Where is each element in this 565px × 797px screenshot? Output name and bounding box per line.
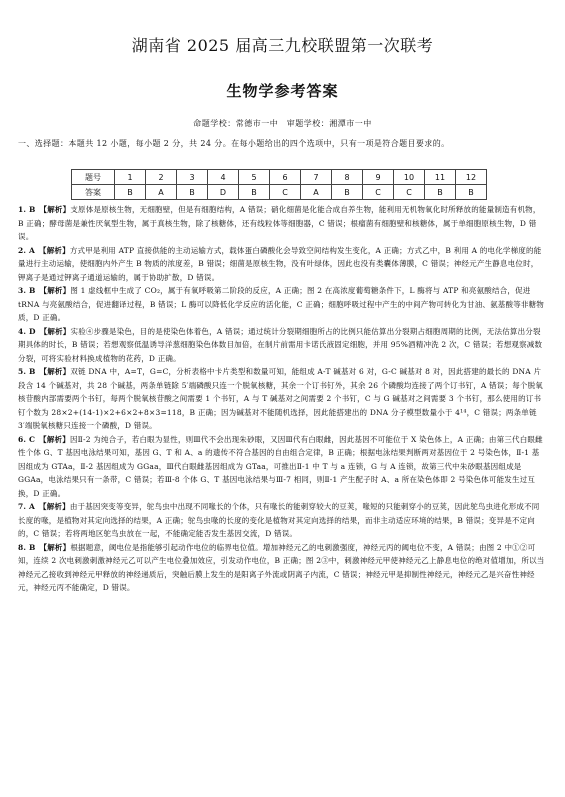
answer-table-number-row xyxy=(72,170,487,185)
page-subtitle: 生物学参考答案 xyxy=(226,82,339,100)
explanation-item xyxy=(18,244,546,285)
explanation-item xyxy=(18,500,546,541)
answer-cell: B xyxy=(425,185,456,200)
answer-cell: C xyxy=(363,185,394,200)
section-intro: 一、选择题：本题共 12 小题，每小题 2 分，共 24 分。在每小题给出的四个选项中，只有一项是符合题目要求的。 xyxy=(18,139,450,148)
explanation-item xyxy=(18,325,546,366)
explanation-head: 2. A 【解析】 xyxy=(18,245,70,255)
answer-cell: B xyxy=(115,185,146,200)
question-number: 9 xyxy=(363,170,394,185)
explanation-item xyxy=(18,365,546,433)
answer-table xyxy=(71,169,487,200)
explanation-item xyxy=(18,203,546,244)
answer-cell: B xyxy=(332,185,363,200)
explanations xyxy=(18,203,546,595)
question-number: 8 xyxy=(332,170,363,185)
explanation-item xyxy=(18,284,546,325)
question-number: 11 xyxy=(425,170,456,185)
explanation-item xyxy=(18,541,546,595)
exam-title: 湖南省 2025 届高三九校联盟第一次联考 xyxy=(131,36,434,55)
explanation-text: 根据题意，阈电位是指能够引起动作电位的临界电位值。增加神经元乙的电刺激强度，神经元丙的阈电位不变，A 错误；由图 2 中①②可知，连续 2 次电刺激刺激神经元乙可以产生电位叠加效应，引发动作电位，B 正确；图 2③中，刺激神经元甲使神经元乙上静息电位的绝对值增加，所以当神经元乙接收到神经元甲释放的神经递质后，突触后膜上发生的是阳离子外流或阴离子内流，C 错误；神经元甲是抑制性神经元，神经元乙是兴奋性神经元，神经元丙不能确定，D 错误。 xyxy=(18,542,545,592)
explanation-item xyxy=(18,433,546,501)
question-number: 7 xyxy=(301,170,332,185)
answer-cell: B xyxy=(177,185,208,200)
question-number: 6 xyxy=(270,170,301,185)
explanation-head: 4. D 【解析】 xyxy=(18,326,71,336)
explanation-text: 因Ⅱ-2 为纯合子，若白眼为显性，则Ⅲ代不会出现朱砂眼，又因Ⅲ代有白眼雌，因此基因不可能位于 X 染色体上，A 正确；由第三代白眼雌性个体 G、T 基因电泳结果可知，基因 G、T 和 A、a 的遗传不符合基因的自由组合定律，B 正确；根据电泳结果判断两对基因位于 2 号染色体，Ⅱ-1 基因组成为 GTAa，Ⅱ-2 基因组成为 GGaa，Ⅲ代白眼雌基因组成为 GTaa，可推出Ⅱ-1 中 T 与 a 连锁，G 与 A 连锁，故第三代中朱砂眼基因组成是 GGAa，电泳结果只有一条带，C 错误；若Ⅲ-8 个体 G、T 基因电泳结果与Ⅲ-7 相同，则Ⅱ-1 产生配子时 A、a 所在染色体即 2 号染色体可能发生过互换，D 正确。 xyxy=(18,434,543,498)
answer-cell: A xyxy=(146,185,177,200)
question-number: 3 xyxy=(177,170,208,185)
question-number: 4 xyxy=(208,170,239,185)
question-number: 5 xyxy=(239,170,270,185)
explanation-head: 1. B 【解析】 xyxy=(18,205,71,214)
answer-cell: B xyxy=(239,185,270,200)
question-number: 10 xyxy=(394,170,425,185)
explanation-head: 6. C 【解析】 xyxy=(18,434,70,444)
school-credits: 命题学校：常德市一中 审题学校：湘潭市一中 xyxy=(193,119,372,128)
question-number: 12 xyxy=(456,170,487,185)
answer-table-answer-row xyxy=(72,185,487,200)
explanation-text: 由于基因突变等变异，鸵鸟虫中出现不同喙长的个体，只有喙长的能刺穿较大的豆荚，喙短的只能刺穿小的豆荚，因此鸵鸟虫进化形成不同长度的喙，是植物对其定向选择的结果，A 正确；鸵鸟虫喙的长度的变化是植物对其定向选择的结果，而非主动适应环境的结果，B 错误；变异是不定向的，C 错误；若将两地区鸵鸟虫放在一起，不能确定能否发生基因交流，D 错误。 xyxy=(18,502,540,538)
row-label-number: 题号 xyxy=(72,170,115,185)
explanation-text: 双链 DNA 中，A=T，G=C，分析表格中卡片类型和数量可知，能组成 A-T 碱基对 6 对，G-C 碱基对 8 对，因此搭建的最长的 DNA 片段含 14 个碱基对，共 28 个碱基，两条单链除 5′端磷酸只连一个脱氧核糖，其余一个订书钉外，其余 26 个磷酸均连接了两个订书钉，A 错误；每个脱氧核苷酸内部需要两个书钉，每两个脱氧核苷酸之间需要 1 个书钉，A 与 T 碱基对之间需要 2 个书钉，C 与 G 碱基对之间需要 3 个书钉，那么使用的订书钉个数为 28×2+(14-1)×2+6×2+8×3=118，B 正确；因为碱基对不能随机选择，因此能搭建出的 DNA 分子模型数量小于 4¹⁴，C 错误；两条单链 3′端脱氧核糖只连接一个磷酸，D 错误。 xyxy=(18,367,543,430)
row-label-answer: 答案 xyxy=(72,185,115,200)
answer-cell: C xyxy=(394,185,425,200)
answer-cell: B xyxy=(456,185,487,200)
explanation-head: 7. A 【解析】 xyxy=(18,502,70,511)
explanation-text: 支原体是原核生物，无细胞壁，但是有细胞结构，A 错误；硝化细菌是化能合成自养生物，能利用无机物氧化时所释放的能量制造有机物，B 正确；酵母菌是兼性厌氧型生物，属于真核生物，除了核糖体，还有线粒体等细胞器，C 错误；根瘤菌有细胞壁和核糖体，属于单细胞原核生物，D 错误。 xyxy=(18,205,541,241)
answer-cell: D xyxy=(208,185,239,200)
explanation-head: 3. B 【解析】 xyxy=(18,286,71,295)
question-number: 1 xyxy=(115,170,146,185)
answer-cell: A xyxy=(301,185,332,200)
explanation-head: 5. B 【解析】 xyxy=(18,367,71,376)
explanation-text: 实验④步骤是染色，目的是使染色体着色，A 错误；通过统计分裂期细胞所占的比例只能估算出分裂期占细胞周期的比例，无法估算出分裂期具体的时长，B 错误；若想观察低温诱导洋葱细胞染色体数目加倍，在制片前需用卡诺氏液固定细胞，并用 95%酒精冲洗 2 次，C 错误；若想观察减数分裂，可将实验材料换成植物的花药，D 正确。 xyxy=(18,326,543,363)
question-number: 2 xyxy=(146,170,177,185)
answer-cell: C xyxy=(270,185,301,200)
explanation-text: 图 1 虚线框中生成了 CO₂，属于有氧呼吸第二阶段的反应，A 正确；图 2 在高浓度葡萄糖条件下，L 酶将与 ATP 和亮氨酸结合，促进 tRNA 与亮氨酸结合，促进翻译过程，B 错误；L 酶可以降低化学反应的活化能，C 正确；细胞呼吸过程中产生的中间产物可转化为甘油、氨基酸等非糖物质，D 正确。 xyxy=(18,286,545,322)
explanation-head: 8. B 【解析】 xyxy=(18,542,71,552)
explanation-text: 方式甲是利用 ATP 直接供能的主动运输方式，载体蛋白磷酸化会导致空间结构发生变化，A 正确；方式乙中，B 利用 A 的电化学梯度的能量进行主动运输，使细胞内外产生 B 物质的浓度差，B 错误；细菌是原核生物，没有叶绿体，因此也没有类囊体薄膜，C 错误；神经元产生静息电位时，钾离子是通过钾离子通道运输的，属于协助扩散，D 错误。 xyxy=(18,245,542,282)
